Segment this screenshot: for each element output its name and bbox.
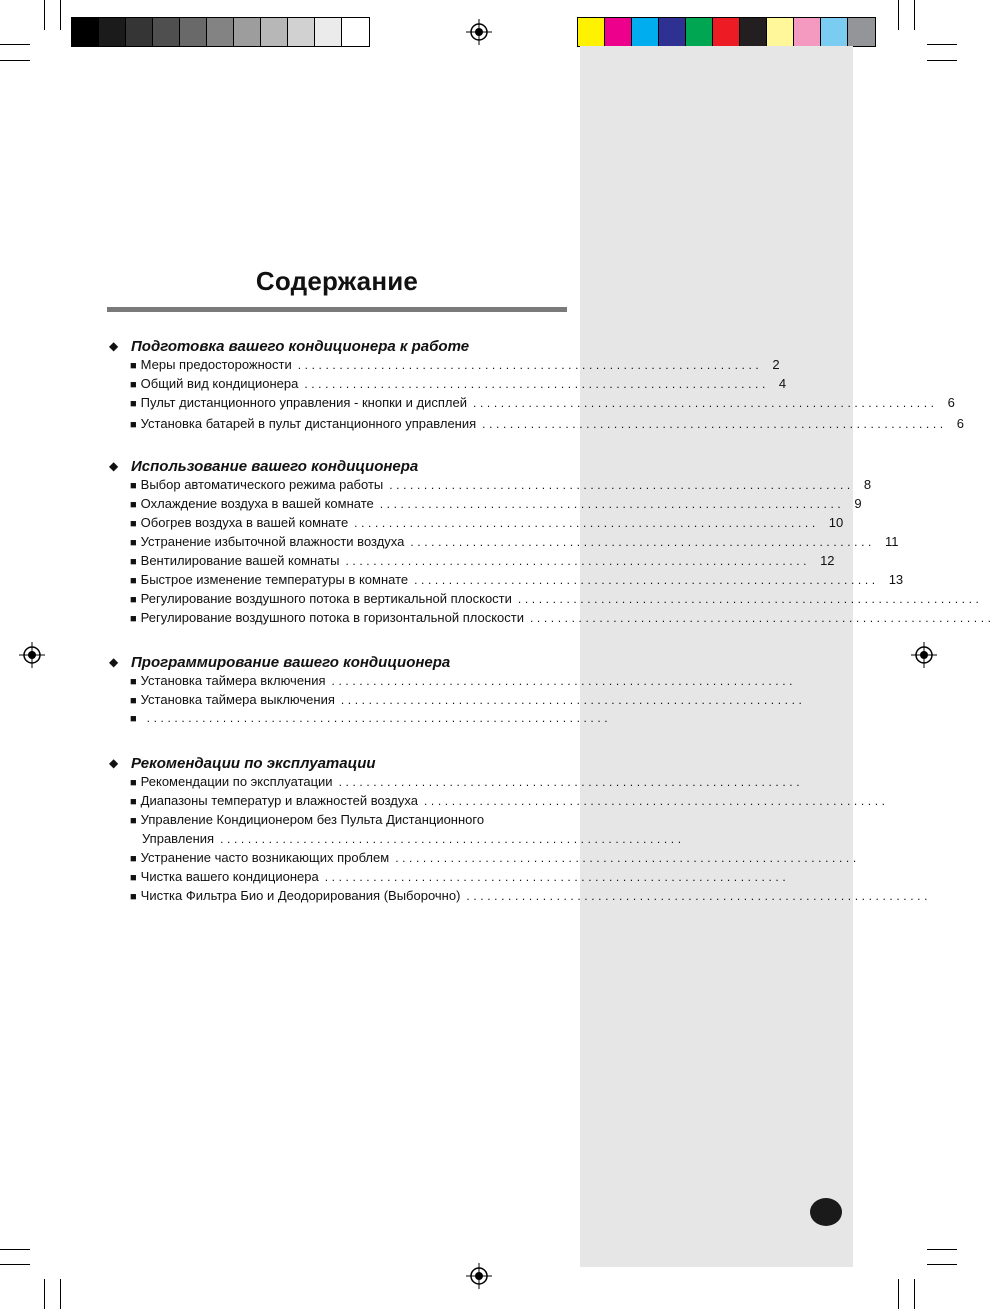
toc-entry-page: 6 — [956, 416, 964, 431]
registration-mark-top-icon — [466, 19, 492, 45]
section-heading-preparation — [109, 337, 469, 355]
toc-leader-dots: ................................................................... — [423, 794, 889, 808]
section-heading-usage — [109, 457, 418, 475]
grayscale-swatch — [180, 18, 207, 46]
process-color-swatch — [686, 18, 713, 46]
toc-leader-dots: ................................................................... — [529, 611, 995, 625]
toc-entry-page: 13 — [888, 572, 904, 587]
square-bullet-icon: ■ — [130, 499, 137, 511]
toc-entry-label: Регулирование воздушного потока в горизонтальной плоскости — [140, 610, 524, 625]
toc-leader-dots: ................................................................... — [304, 377, 769, 391]
square-bullet-icon: ■ — [130, 419, 137, 431]
toc-entry[interactable] — [130, 477, 872, 494]
toc-entry[interactable] — [130, 850, 860, 867]
toc-leader-dots: ................................................................... — [379, 497, 845, 511]
crop-mark-bl-v — [44, 1279, 45, 1309]
process-color-swatch — [605, 18, 632, 46]
grayscale-swatch — [153, 18, 180, 46]
toc-entry-label: Общий вид кондиционера — [140, 376, 299, 391]
diamond-bullet-icon: ◆ — [109, 339, 119, 353]
crop-mark-br-v — [898, 1279, 899, 1309]
process-color-swatch — [632, 18, 659, 46]
square-bullet-icon: ■ — [130, 594, 137, 606]
grayscale-swatch — [207, 18, 234, 46]
diamond-bullet-icon: ◆ — [109, 655, 119, 669]
square-bullet-icon: ■ — [130, 379, 137, 391]
toc-entry[interactable] — [130, 692, 806, 709]
toc-entry-continuation[interactable] — [142, 831, 685, 848]
toc-entry-label: Выбор автоматического режима работы — [140, 477, 384, 492]
toc-entry[interactable] — [130, 553, 835, 570]
grayscale-swatch — [261, 18, 288, 46]
process-color-swatch — [740, 18, 767, 46]
crop-mark-tr-v — [898, 0, 899, 30]
toc-entry-label: Меры предосторожности — [140, 357, 292, 372]
square-bullet-icon: ■ — [130, 360, 137, 372]
toc-entry-label: Диапазоны температур и влажностей воздуха — [140, 793, 418, 808]
toc-entry-label: Управления — [142, 831, 215, 846]
toc-entry-label: Регулирование воздушного потока в вертикальной плоскости — [140, 591, 512, 606]
section-heading-text: Программирование вашего кондиционера — [131, 653, 451, 671]
square-bullet-icon: ■ — [130, 480, 137, 492]
toc-entry-label: Управление Кондиционером без Пульта Дистанционного — [140, 812, 485, 827]
toc-entry[interactable] — [130, 711, 612, 728]
toc-entry-page: 11 — [884, 534, 899, 549]
side-panel — [580, 46, 853, 1267]
registration-mark-right-icon — [911, 642, 937, 668]
crop-mark-bl-v2 — [60, 1279, 61, 1309]
toc-leader-dots: ................................................................... — [146, 711, 612, 725]
toc-entry-label: Устранение часто возникающих проблем — [140, 850, 390, 865]
toc-entry-label: Чистка вашего кондиционера — [140, 869, 319, 884]
crop-mark-tl-v — [44, 0, 45, 30]
toc-leader-dots: ................................................................... — [482, 417, 947, 431]
section-heading-text: Рекомендации по эксплуатации — [131, 754, 376, 772]
square-bullet-icon: ■ — [130, 537, 137, 549]
toc-leader-dots: ................................................................... — [297, 358, 763, 372]
toc-entry-page: 9 — [854, 496, 862, 511]
toc-leader-dots: ................................................................... — [517, 592, 983, 606]
toc-entry[interactable] — [130, 793, 889, 810]
crop-mark-tr-h — [927, 44, 957, 45]
crop-mark-tr-h2 — [927, 60, 957, 61]
toc-entry[interactable] — [130, 357, 780, 374]
toc-entry[interactable] — [130, 376, 787, 393]
crop-mark-bl-h — [0, 1249, 30, 1250]
square-bullet-icon: ■ — [130, 796, 137, 808]
toc-leader-dots: ................................................................... — [395, 851, 860, 865]
square-bullet-icon: ■ — [130, 815, 137, 827]
page-title: Содержание — [255, 266, 419, 296]
toc-leader-dots: ................................................................... — [354, 516, 819, 530]
process-color-swatch — [713, 18, 740, 46]
process-color-swatch — [659, 18, 686, 46]
toc-entry-label: Пульт дистанционного управления - кнопки и дисплей — [140, 395, 468, 410]
grayscale-swatch — [72, 18, 99, 46]
crop-mark-tl-h — [0, 44, 30, 45]
toc-leader-dots: ................................................................... — [331, 674, 797, 688]
registration-mark-bottom-icon — [466, 1263, 492, 1289]
toc-leader-dots: ................................................................... — [324, 870, 790, 884]
square-bullet-icon: ■ — [130, 891, 137, 903]
toc-entry[interactable] — [130, 416, 964, 433]
process-color-bar — [577, 17, 876, 47]
square-bullet-icon: ■ — [130, 695, 137, 707]
toc-entry[interactable] — [130, 496, 862, 513]
process-color-swatch — [848, 18, 875, 46]
toc-entry-page: 8 — [863, 477, 872, 492]
toc-entry[interactable] — [130, 591, 983, 608]
crop-mark-tl-h2 — [0, 60, 30, 61]
toc-entry-label: Рекомендации по эксплуатации — [140, 774, 333, 789]
toc-entry-label: Установка таймера выключения — [140, 692, 335, 707]
grayscale-swatch — [342, 18, 369, 46]
toc-leader-dots: ................................................................... — [410, 535, 875, 549]
toc-leader-dots: ................................................................... — [340, 693, 806, 707]
square-bullet-icon: ■ — [130, 518, 137, 530]
toc-entry[interactable] — [130, 534, 899, 551]
grayscale-swatch — [126, 18, 153, 46]
process-color-swatch — [821, 18, 848, 46]
section-heading-recommendations — [109, 754, 376, 772]
toc-leader-dots: ................................................................... — [389, 478, 854, 492]
toc-entry[interactable] — [130, 572, 904, 589]
process-color-swatch — [578, 18, 605, 46]
title-rule — [107, 307, 567, 312]
toc-entry-label: Установка таймера включения — [140, 673, 326, 688]
toc-entry-page: 12 — [820, 553, 835, 568]
section-heading-text: Использование вашего кондиционера — [131, 457, 419, 475]
toc-entry-label: Устранение избыточной влажности воздуха — [140, 534, 405, 549]
grayscale-swatch — [234, 18, 261, 46]
toc-leader-dots: ................................................................... — [338, 775, 804, 789]
page-number-marker — [810, 1198, 842, 1226]
square-bullet-icon: ■ — [130, 853, 137, 865]
toc-leader-dots: ................................................................... — [345, 554, 811, 568]
registration-mark-left-icon — [19, 642, 45, 668]
toc-entry[interactable] — [130, 869, 790, 886]
square-bullet-icon: ■ — [130, 713, 137, 725]
toc-entry-label: Быстрое изменение температуры в комнате — [140, 572, 409, 587]
toc-entry-label: Установка батарей в пульт дистанционного управления — [140, 416, 477, 431]
square-bullet-icon: ■ — [130, 575, 137, 587]
toc-leader-dots: ................................................................... — [473, 396, 938, 410]
crop-mark-br-v2 — [914, 1279, 915, 1309]
toc-entry-page: 4 — [778, 376, 787, 391]
grayscale-color-bar — [71, 17, 370, 47]
toc-entry[interactable] — [130, 774, 804, 791]
process-color-swatch — [794, 18, 821, 46]
grayscale-swatch — [99, 18, 126, 46]
square-bullet-icon: ■ — [130, 398, 137, 410]
toc-entry[interactable] — [130, 395, 955, 412]
crop-mark-br-h — [927, 1249, 957, 1250]
toc-entry-label: Чистка Фильтра Био и Деодорирования (Выборочно) — [140, 888, 461, 903]
toc-entry-page: 2 — [772, 357, 780, 372]
crop-mark-bl-h2 — [0, 1264, 30, 1265]
toc-entry[interactable] — [130, 888, 931, 905]
crop-mark-tl-v2 — [60, 0, 61, 30]
section-heading-programming — [109, 653, 450, 671]
diamond-bullet-icon: ◆ — [109, 756, 119, 770]
toc-leader-dots: ................................................................... — [466, 889, 931, 903]
toc-entry[interactable] — [130, 812, 564, 829]
diamond-bullet-icon: ◆ — [109, 459, 119, 473]
square-bullet-icon: ■ — [130, 556, 137, 568]
crop-mark-br-h2 — [927, 1264, 957, 1265]
process-color-swatch — [767, 18, 794, 46]
toc-entry-page: 10 — [828, 515, 844, 530]
square-bullet-icon: ■ — [130, 777, 137, 789]
toc-leader-dots: ................................................................... — [220, 832, 685, 846]
toc-entry[interactable] — [130, 673, 797, 690]
toc-entry-page: 6 — [947, 395, 955, 410]
toc-entry[interactable] — [130, 610, 995, 627]
square-bullet-icon: ■ — [130, 613, 137, 625]
square-bullet-icon: ■ — [130, 872, 137, 884]
toc-entry[interactable] — [130, 515, 844, 532]
section-heading-text: Подготовка вашего кондиционера к работе — [131, 337, 470, 355]
toc-entry-label: Вентилирование вашей комнаты — [140, 553, 340, 568]
toc-entry-label: Обогрев воздуха в вашей комнате — [140, 515, 349, 530]
crop-mark-tr-v2 — [914, 0, 915, 30]
grayscale-swatch — [288, 18, 315, 46]
grayscale-swatch — [315, 18, 342, 46]
toc-entry-label: Охлаждение воздуха в вашей комнате — [140, 496, 374, 511]
toc-leader-dots: ................................................................... — [414, 573, 879, 587]
square-bullet-icon: ■ — [130, 676, 137, 688]
